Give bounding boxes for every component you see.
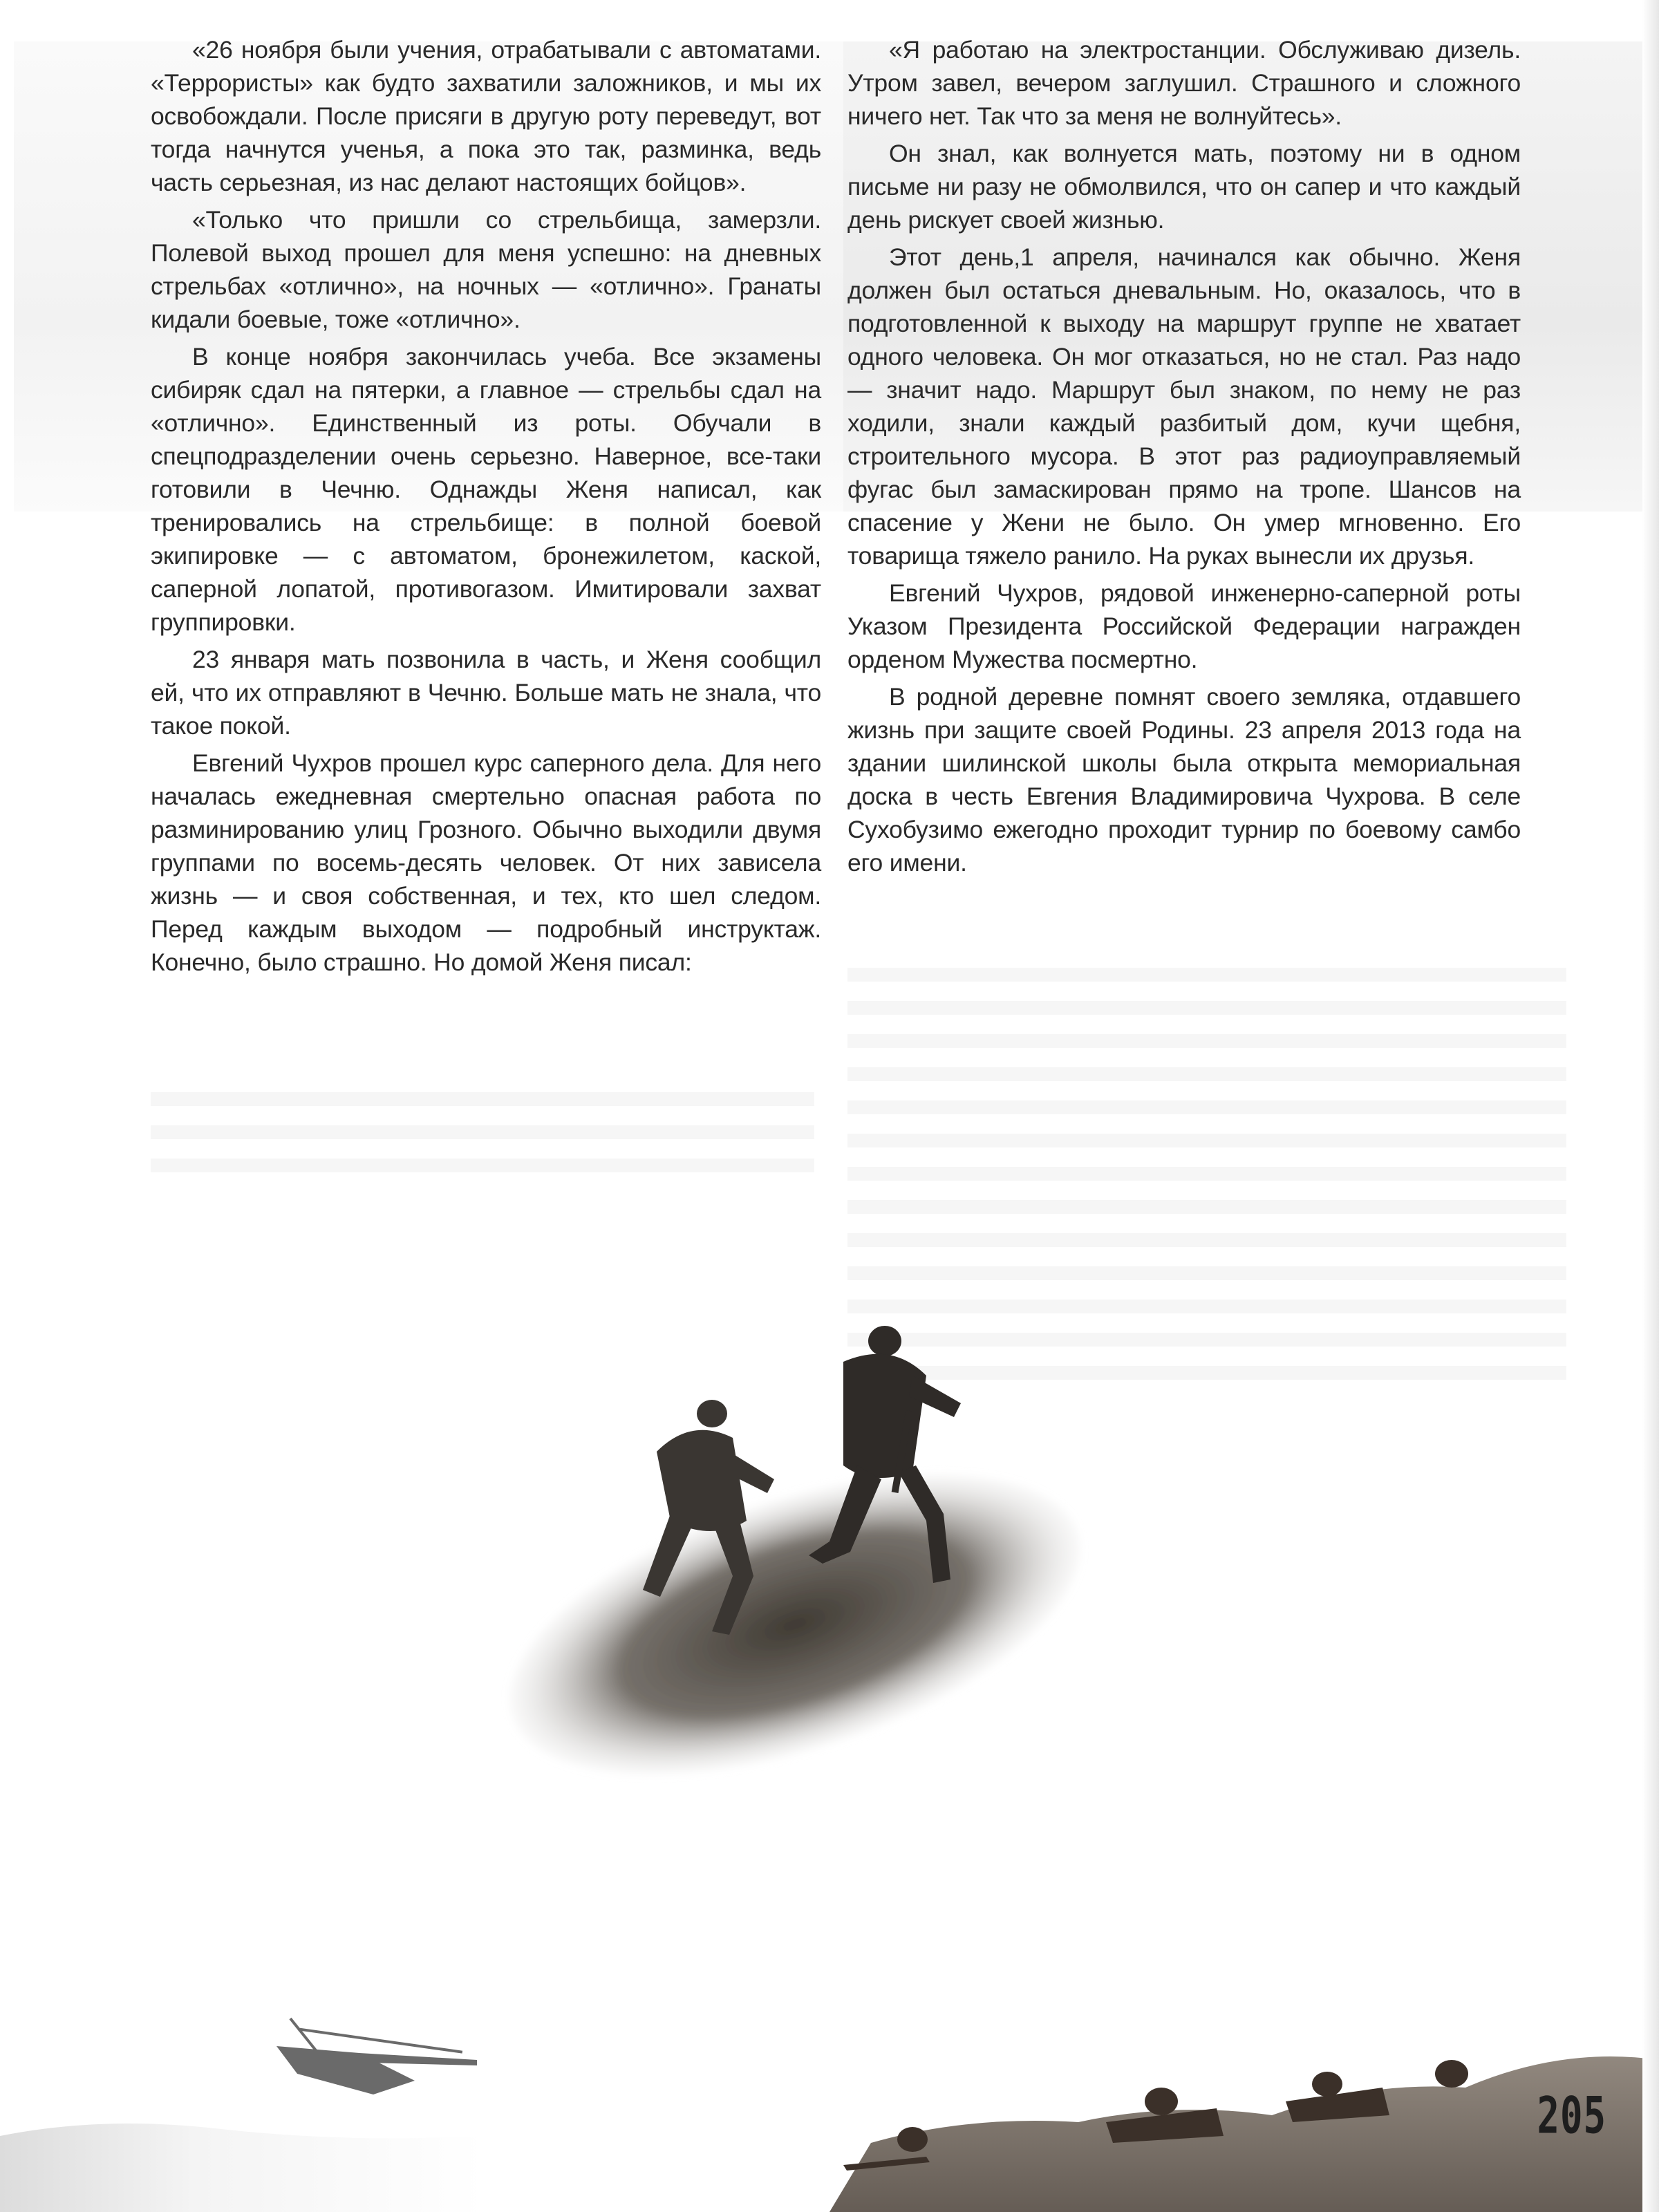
- paragraph: В конце ноября закончилась учеба. Все экзамены сибиряк сдал на пятерки, а главное — стрельбы сдал на «отлично». Единственный из роты. Обучали в спецподразделении очень серьезно. Наверное, все-таки готовили в Чечню. Однажды Женя написал, как тренировались на стрельбище: в полной боевой экипировке — с автоматом, бронежилетом, каской, саперной лопатой, противогазом. Имитировали захват группировки.: [151, 343, 821, 636]
- paragraph: Этот день,1 апреля, начинался как обычно. Женя должен был остаться дневальным. Но, оказалось, что в подготовленной к выходу на маршрут группе не хватает одного человека. Он мог отказаться, но не стал. Раз надо — значит надо. Маршрут был знаком, по нему не раз ходили, знали каждый разбитый дом, кучи щебня, строительного мусора. В этот раз радиоуправляемый фугас был замаскирован прямо на тропе. Шансов на спасение у Жени не было. Он умер мгновенно. Его товарища тяжело ранило. На руках вынесли их друзья.: [847, 243, 1521, 570]
- paragraph: «26 ноября были учения, отрабатывали с автоматами. «Террористы» как будто захватили заложников, и мы их освобождали. После присяги в другую роту переведут, вот тогда начнутся ученья, а пока это так, разминка, ведь часть серьезная, из нас делают настоящих бойцов».: [151, 36, 821, 196]
- paragraph: 23 января мать позвонила в часть, и Женя сообщил ей, что их отправляют в Чечню. Больше мать не знала, что такое покой.: [151, 646, 821, 740]
- paragraph: «Только что пришли со стрельбища, замерзли. Полевой выход прошел для меня успешно: на дневных стрельбах «отлично», на ночных — «отлично». Гранаты кидали боевые, тоже «отлично».: [151, 206, 821, 333]
- faded-text-left: [151, 1092, 814, 1189]
- bottom-battle-scene: [0, 1908, 1659, 2212]
- paragraph: В родной деревне помнят своего земляка, отдавшего жизнь при защите своей Родины. 23 апреля 2013 года на здании шилинской школы была открыта мемориальная доска в честь Евгения Владимировича Чухрова. В селе Сухобузимо ежегодно проходит турнир по боевому самбо его имени.: [847, 683, 1521, 877]
- soldiers-photo: [484, 1313, 1161, 1839]
- paragraph: Евгений Чухров, рядовой инженерно-саперной роты Указом Президента Российской Федерации награжден орденом Мужества посмертно.: [847, 579, 1521, 673]
- paragraph: «Я работаю на электростанции. Обслуживаю дизель. Утром завел, вечером заглушил. Страшного и сложного ничего нет. Так что за меня не волнуйтесь».: [847, 36, 1521, 130]
- right-text-column: [847, 33, 1521, 879]
- paragraph: Евгений Чухров прошел курс саперного дела. Для него началась ежедневная смертельно опасная работа по разминированию улиц Грозного. Обычно выходили двумя группами по восемь-десять человек. От них зависела жизнь — и своя собственная, и тех, кто шел следом. Перед каждым выходом — подробный инструктаж. Конечно, было страшно. Но домой Женя писал:: [151, 749, 821, 976]
- left-text-column: [151, 33, 821, 979]
- page-number: 205: [1537, 2086, 1606, 2145]
- page-edge-shadow: [1642, 0, 1659, 2212]
- paragraph: Он знал, как волнуется мать, поэтому ни в одном письме ни разу не обмолвился, что он сапер и что каждый день рискует своей жизнью.: [847, 140, 1521, 234]
- helicopter-icon: [276, 2018, 477, 2094]
